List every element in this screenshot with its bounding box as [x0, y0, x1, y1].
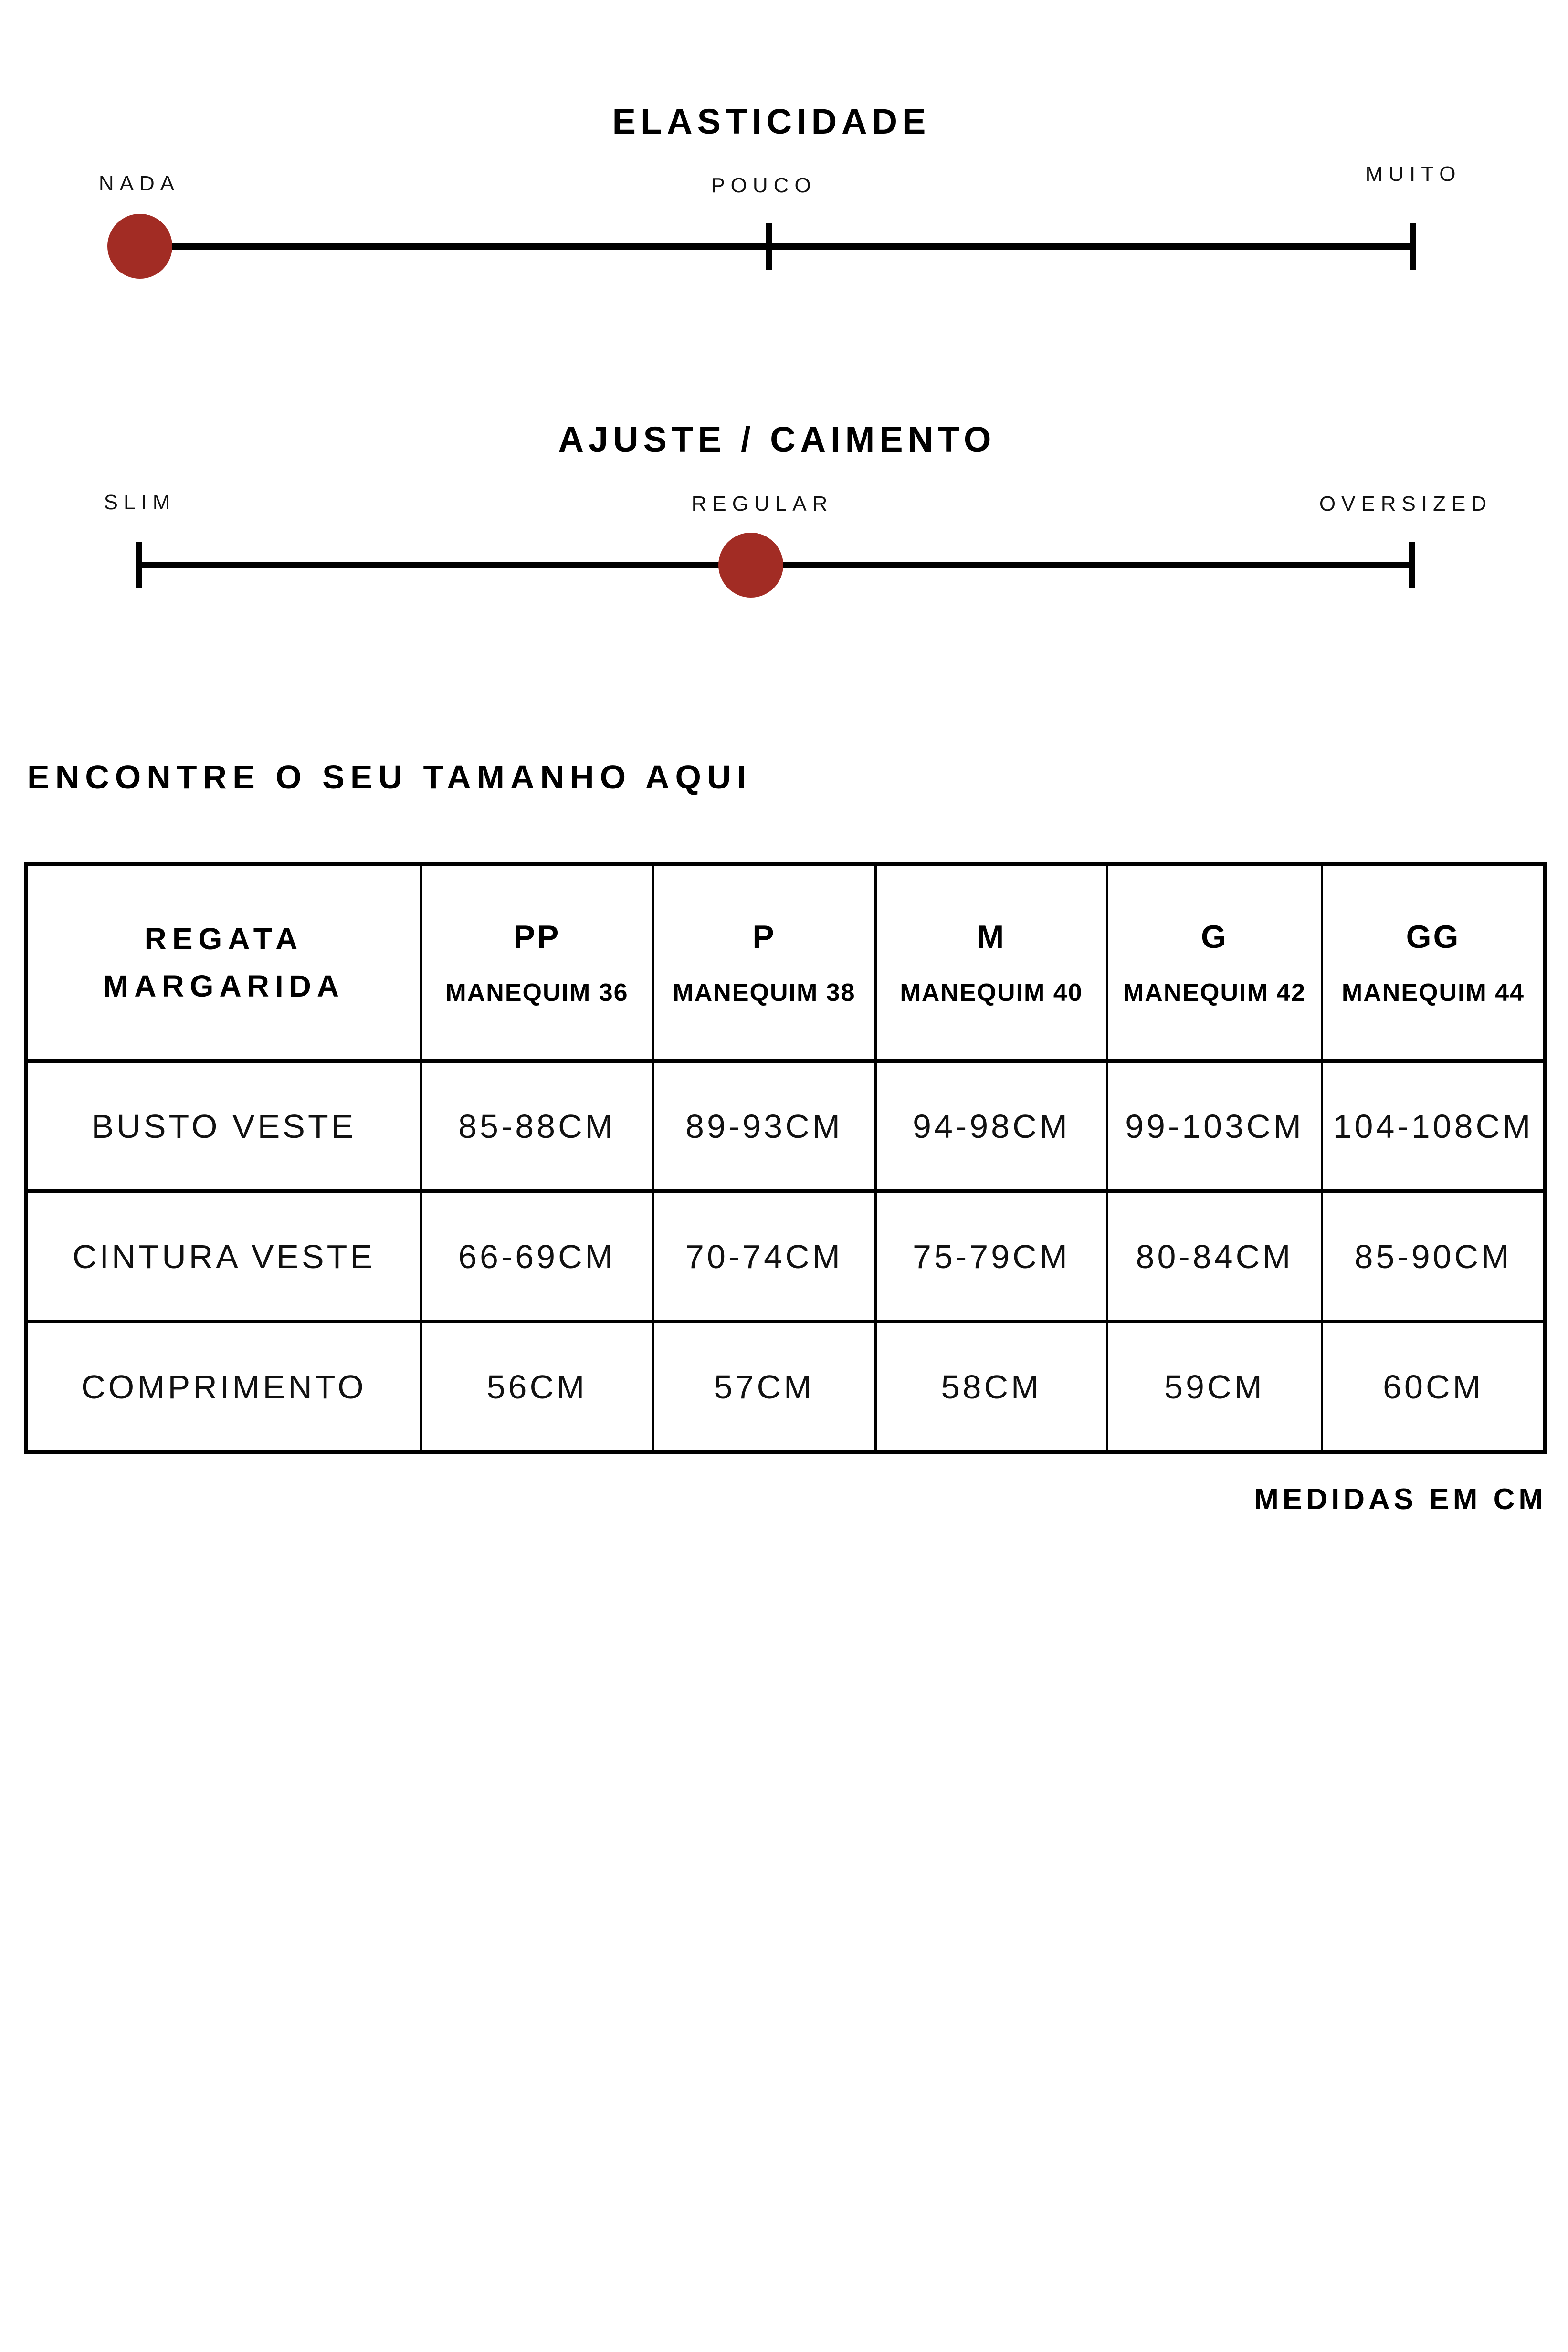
cell-value: 56CM: [486, 1368, 588, 1406]
table-row-label: [28, 1323, 420, 1450]
size-letter: PP: [513, 919, 561, 955]
table-cell: [422, 1193, 652, 1320]
fit-label-slim: SLIM: [104, 491, 176, 514]
table-cell: [422, 1323, 652, 1450]
fit-slider-handle-dot[interactable]: [718, 533, 783, 598]
mannequin-label: MANEQUIM 38: [673, 979, 856, 1007]
cell-value: 58CM: [941, 1368, 1042, 1406]
table-header-size-gg: [1323, 866, 1543, 1059]
cell-value: 94-98CM: [913, 1107, 1070, 1145]
table-row-label: [28, 1063, 420, 1189]
table-cell: [1108, 1063, 1321, 1189]
cell-value: 57CM: [714, 1368, 815, 1406]
cell-value: 70-74CM: [685, 1238, 843, 1275]
product-name-line1: REGATA: [144, 921, 304, 956]
table-cell: [422, 1063, 652, 1189]
table-cell: [654, 1063, 874, 1189]
cell-value: 66-69CM: [458, 1238, 616, 1275]
mannequin-label: MANEQUIM 40: [900, 979, 1083, 1007]
row-label-text: BUSTO VESTE: [91, 1107, 357, 1145]
cell-value: 59CM: [1164, 1368, 1265, 1406]
elasticity-label-nada: NADA: [98, 172, 180, 195]
size-letter: M: [977, 919, 1006, 955]
table-cell: [1323, 1193, 1543, 1320]
fit-slider-start-tick: [136, 542, 142, 588]
row-label-text: CINTURA VESTE: [72, 1238, 376, 1275]
product-name-line2: MARGARIDA: [103, 969, 345, 1003]
elasticity-slider-handle-dot[interactable]: [107, 214, 172, 279]
table-row-label: [28, 1193, 420, 1320]
size-table: [24, 862, 1547, 1454]
table-header-product-cell: [28, 866, 420, 1059]
table-header-size-g: [1108, 866, 1321, 1059]
cell-value: 60CM: [1383, 1368, 1484, 1406]
table-cell: [654, 1323, 874, 1450]
mannequin-label: MANEQUIM 42: [1123, 979, 1306, 1007]
size-letter: P: [752, 919, 776, 955]
elasticity-slider-end-tick: [1410, 223, 1416, 270]
row-label-text: COMPRIMENTO: [81, 1368, 367, 1406]
mannequin-label: MANEQUIM 36: [445, 979, 629, 1007]
table-header-size-pp: [422, 866, 652, 1059]
elasticity-title: ELASTICIDADE: [612, 102, 931, 141]
table-cell: [877, 1323, 1106, 1450]
table-header-size-p: [654, 866, 874, 1059]
table-cell: [877, 1063, 1106, 1189]
cell-value: 89-93CM: [685, 1107, 843, 1145]
size-letter: G: [1201, 919, 1228, 955]
elasticity-slider-track: [140, 243, 1413, 250]
table-cell: [1108, 1193, 1321, 1320]
table-cell: [877, 1193, 1106, 1320]
fit-label-regular: REGULAR: [691, 492, 833, 515]
cell-value: 80-84CM: [1136, 1238, 1294, 1275]
elasticity-label-pouco: POUCO: [711, 174, 817, 197]
elasticity-label-muito: MUITO: [1365, 162, 1462, 186]
size-guide-heading: ENCONTRE O SEU TAMANHO AQUI: [27, 758, 752, 796]
size-letter: GG: [1406, 919, 1461, 955]
fit-title: AJUSTE / CAIMENTO: [558, 420, 996, 459]
measurements-footnote: MEDIDAS EM CM: [1254, 1483, 1547, 1516]
table-cell: [654, 1193, 874, 1320]
cell-value: 75-79CM: [913, 1238, 1070, 1275]
fit-label-oversized: OVERSIZED: [1319, 492, 1493, 515]
cell-value: 99-103CM: [1125, 1107, 1304, 1145]
cell-value: 85-90CM: [1354, 1238, 1512, 1275]
table-cell: [1108, 1323, 1321, 1450]
table-header-size-m: [877, 866, 1106, 1059]
cell-value: 85-88CM: [458, 1107, 616, 1145]
mannequin-label: MANEQUIM 44: [1341, 979, 1525, 1007]
fit-slider-end-tick: [1409, 542, 1415, 588]
elasticity-slider-mid-tick: [766, 223, 772, 270]
table-cell: [1323, 1063, 1543, 1189]
cell-value: 104-108CM: [1333, 1107, 1534, 1145]
table-cell: [1323, 1323, 1543, 1450]
